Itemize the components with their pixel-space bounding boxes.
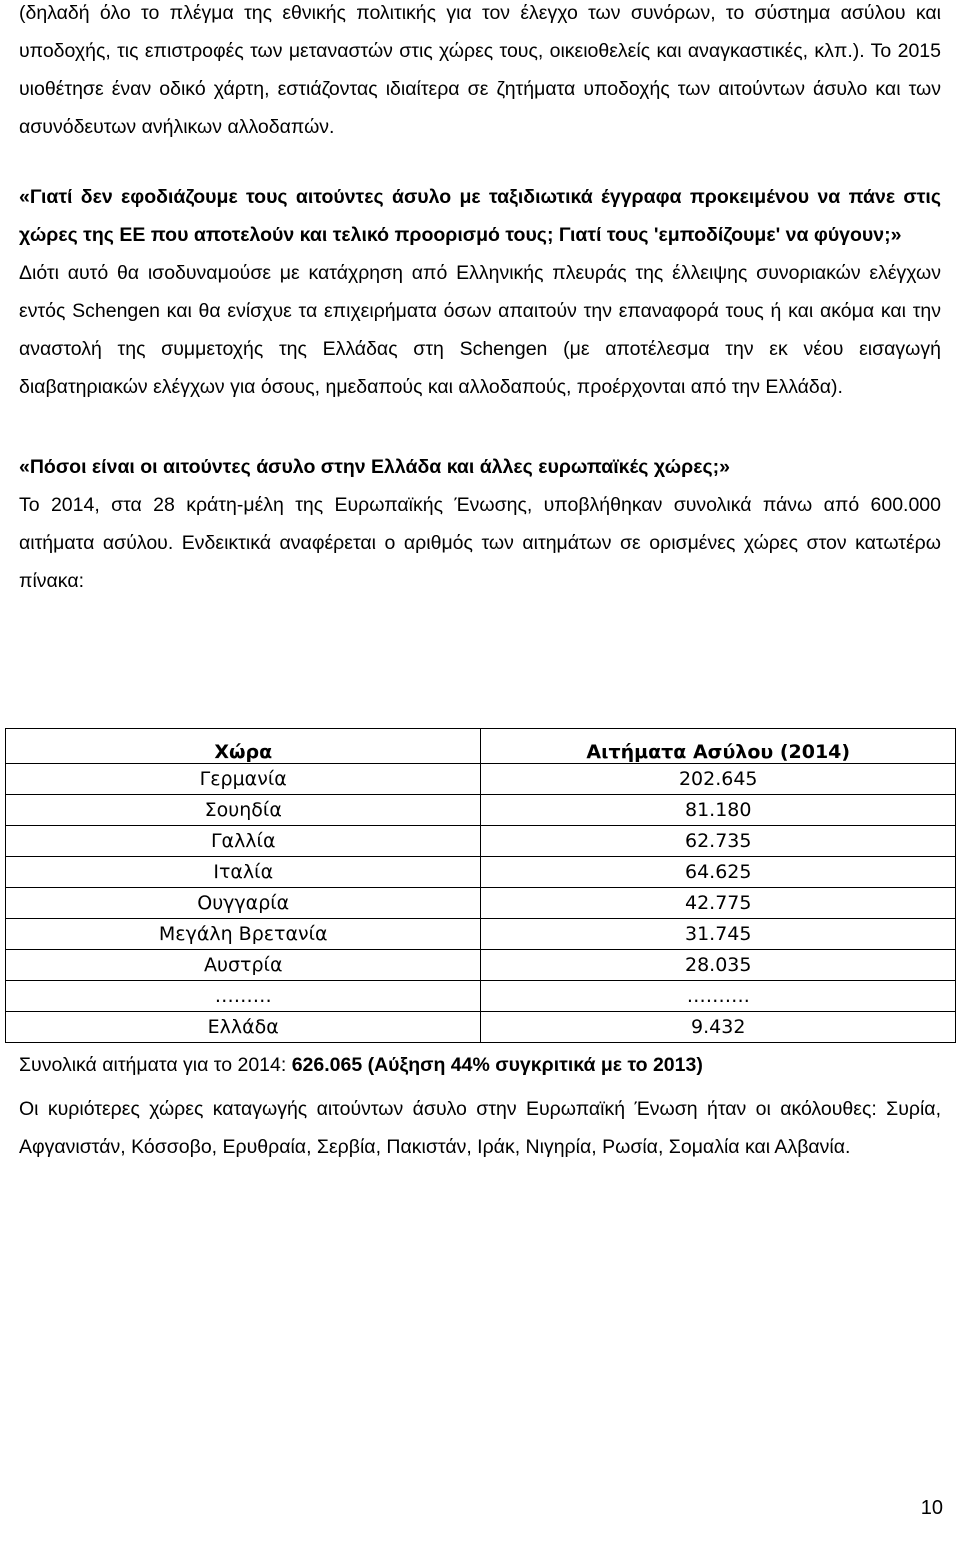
total-value: 626.065 (Αύξηση 44% συγκριτικά με το 2013) [291, 1054, 703, 1076]
table-row [6, 919, 956, 950]
applications-cell: 202.645 [481, 764, 956, 795]
country-cell: Ουγγαρία [6, 888, 481, 919]
origin-countries-paragraph: Οι κυριότερες χώρες καταγωγής αιτούντων άσυλο στην Ευρωπαϊκή Ένωση ήταν οι ακόλουθες: Συρία, Αφγανιστάν, Κόσσοβο, Ερυθραία, Σερβία, Πακιστάν, Ιράκ, Νιγηρία, Ρωσία, Σομαλία και Αλβανία. [19, 1098, 941, 1158]
document-body [19, 0, 941, 600]
applications-cell: 62.735 [481, 826, 956, 857]
applications-cell: 64.625 [481, 857, 956, 888]
header-country: Χώρα [6, 729, 481, 764]
table-header-row [6, 729, 956, 764]
header-applications: Αιτήματα Ασύλου (2014) [481, 729, 956, 764]
table-row [6, 888, 956, 919]
question-2-heading: «Πόσοι είναι οι αιτούντες άσυλο στην Ελλάδα και άλλες ευρωπαϊκές χώρες;» [19, 456, 730, 478]
page-number: 10 [920, 1497, 943, 1519]
applications-cell: 42.775 [481, 888, 956, 919]
country-cell: Αυστρία [6, 950, 481, 981]
country-cell: Γερμανία [6, 764, 481, 795]
table-row [6, 826, 956, 857]
table-row [6, 764, 956, 795]
question-1-answer: Διότι αυτό θα ισοδυναμούσε με κατάχρηση από Ελληνικής πλευράς της έλλειψης συνοριακών ελέγχων εντός Schengen και θα ενίσχυε τα επιχειρήματα όσων απαιτούν την επαναφορά τους ή και ακόμα και την αναστολή της συμμετοχής της Ελλάδας στη Schengen (με αποτέλεσμα την εκ νέου εισαγωγή διαβατηριακών ελέγχων για όσους, ημεδαπούς και αλλοδαπούς, προέρχονται από την Ελλάδα). [19, 262, 941, 398]
question-2-answer: Το 2014, στα 28 κράτη-μέλη της Ευρωπαϊκής Ένωσης, υποβλήθηκαν συνολικά πάνω από 600.000 αιτήματα ασύλου. Ενδεικτικά αναφέρεται ο αριθμός των αιτημάτων σε ορισμένες χώρες στον κατωτέρω πίνακα: [19, 494, 941, 592]
applications-cell: 9.432 [481, 1012, 956, 1043]
applications-cell: 31.745 [481, 919, 956, 950]
table-row [6, 950, 956, 981]
table-row [6, 1012, 956, 1043]
country-cell: ……… [6, 981, 481, 1012]
intro-paragraph: (δηλαδή όλο το πλέγμα της εθνικής πολιτικής για τον έλεγχο των συνόρων, το σύστημα ασύλου και υποδοχής, τις επιστροφές των μεταναστών στις χώρες τους, οικειοθελείς και αναγκαστικές, κλπ.). Το 2015 υιοθέτησε έναν οδικό χάρτη, εστιάζοντας ιδιαίτερα σε ζητήματα υποδοχής των αιτούντων άσυλο και των ασυνόδευτων ανήλικων αλλοδαπών. [19, 2, 941, 138]
applications-cell: 28.035 [481, 950, 956, 981]
asylum-applications-table [5, 728, 956, 1043]
country-cell: Ελλάδα [6, 1012, 481, 1043]
data-table [5, 728, 956, 1043]
country-cell: Μεγάλη Βρετανία [6, 919, 481, 950]
applications-cell: ………. [481, 981, 956, 1012]
applications-cell: 81.180 [481, 795, 956, 826]
question-1-heading: «Γιατί δεν εφοδιάζουμε τους αιτούντες άσυλο με ταξιδιωτικά έγγραφα προκειμένου να πάνε στις χώρες της ΕΕ που αποτελούν και τελικό προορισμό τους; Γιατί τους 'εμποδίζουμε' να φύγουν;» [19, 186, 941, 246]
country-cell: Ιταλία [6, 857, 481, 888]
total-label: Συνολικά αιτήματα για το 2014: [19, 1054, 292, 1076]
table-row [6, 857, 956, 888]
table-row [6, 795, 956, 826]
after-table-section [19, 1046, 941, 1166]
table-row [6, 981, 956, 1012]
country-cell: Σουηδία [6, 795, 481, 826]
total-applications-line [19, 1046, 941, 1084]
country-cell: Γαλλία [6, 826, 481, 857]
